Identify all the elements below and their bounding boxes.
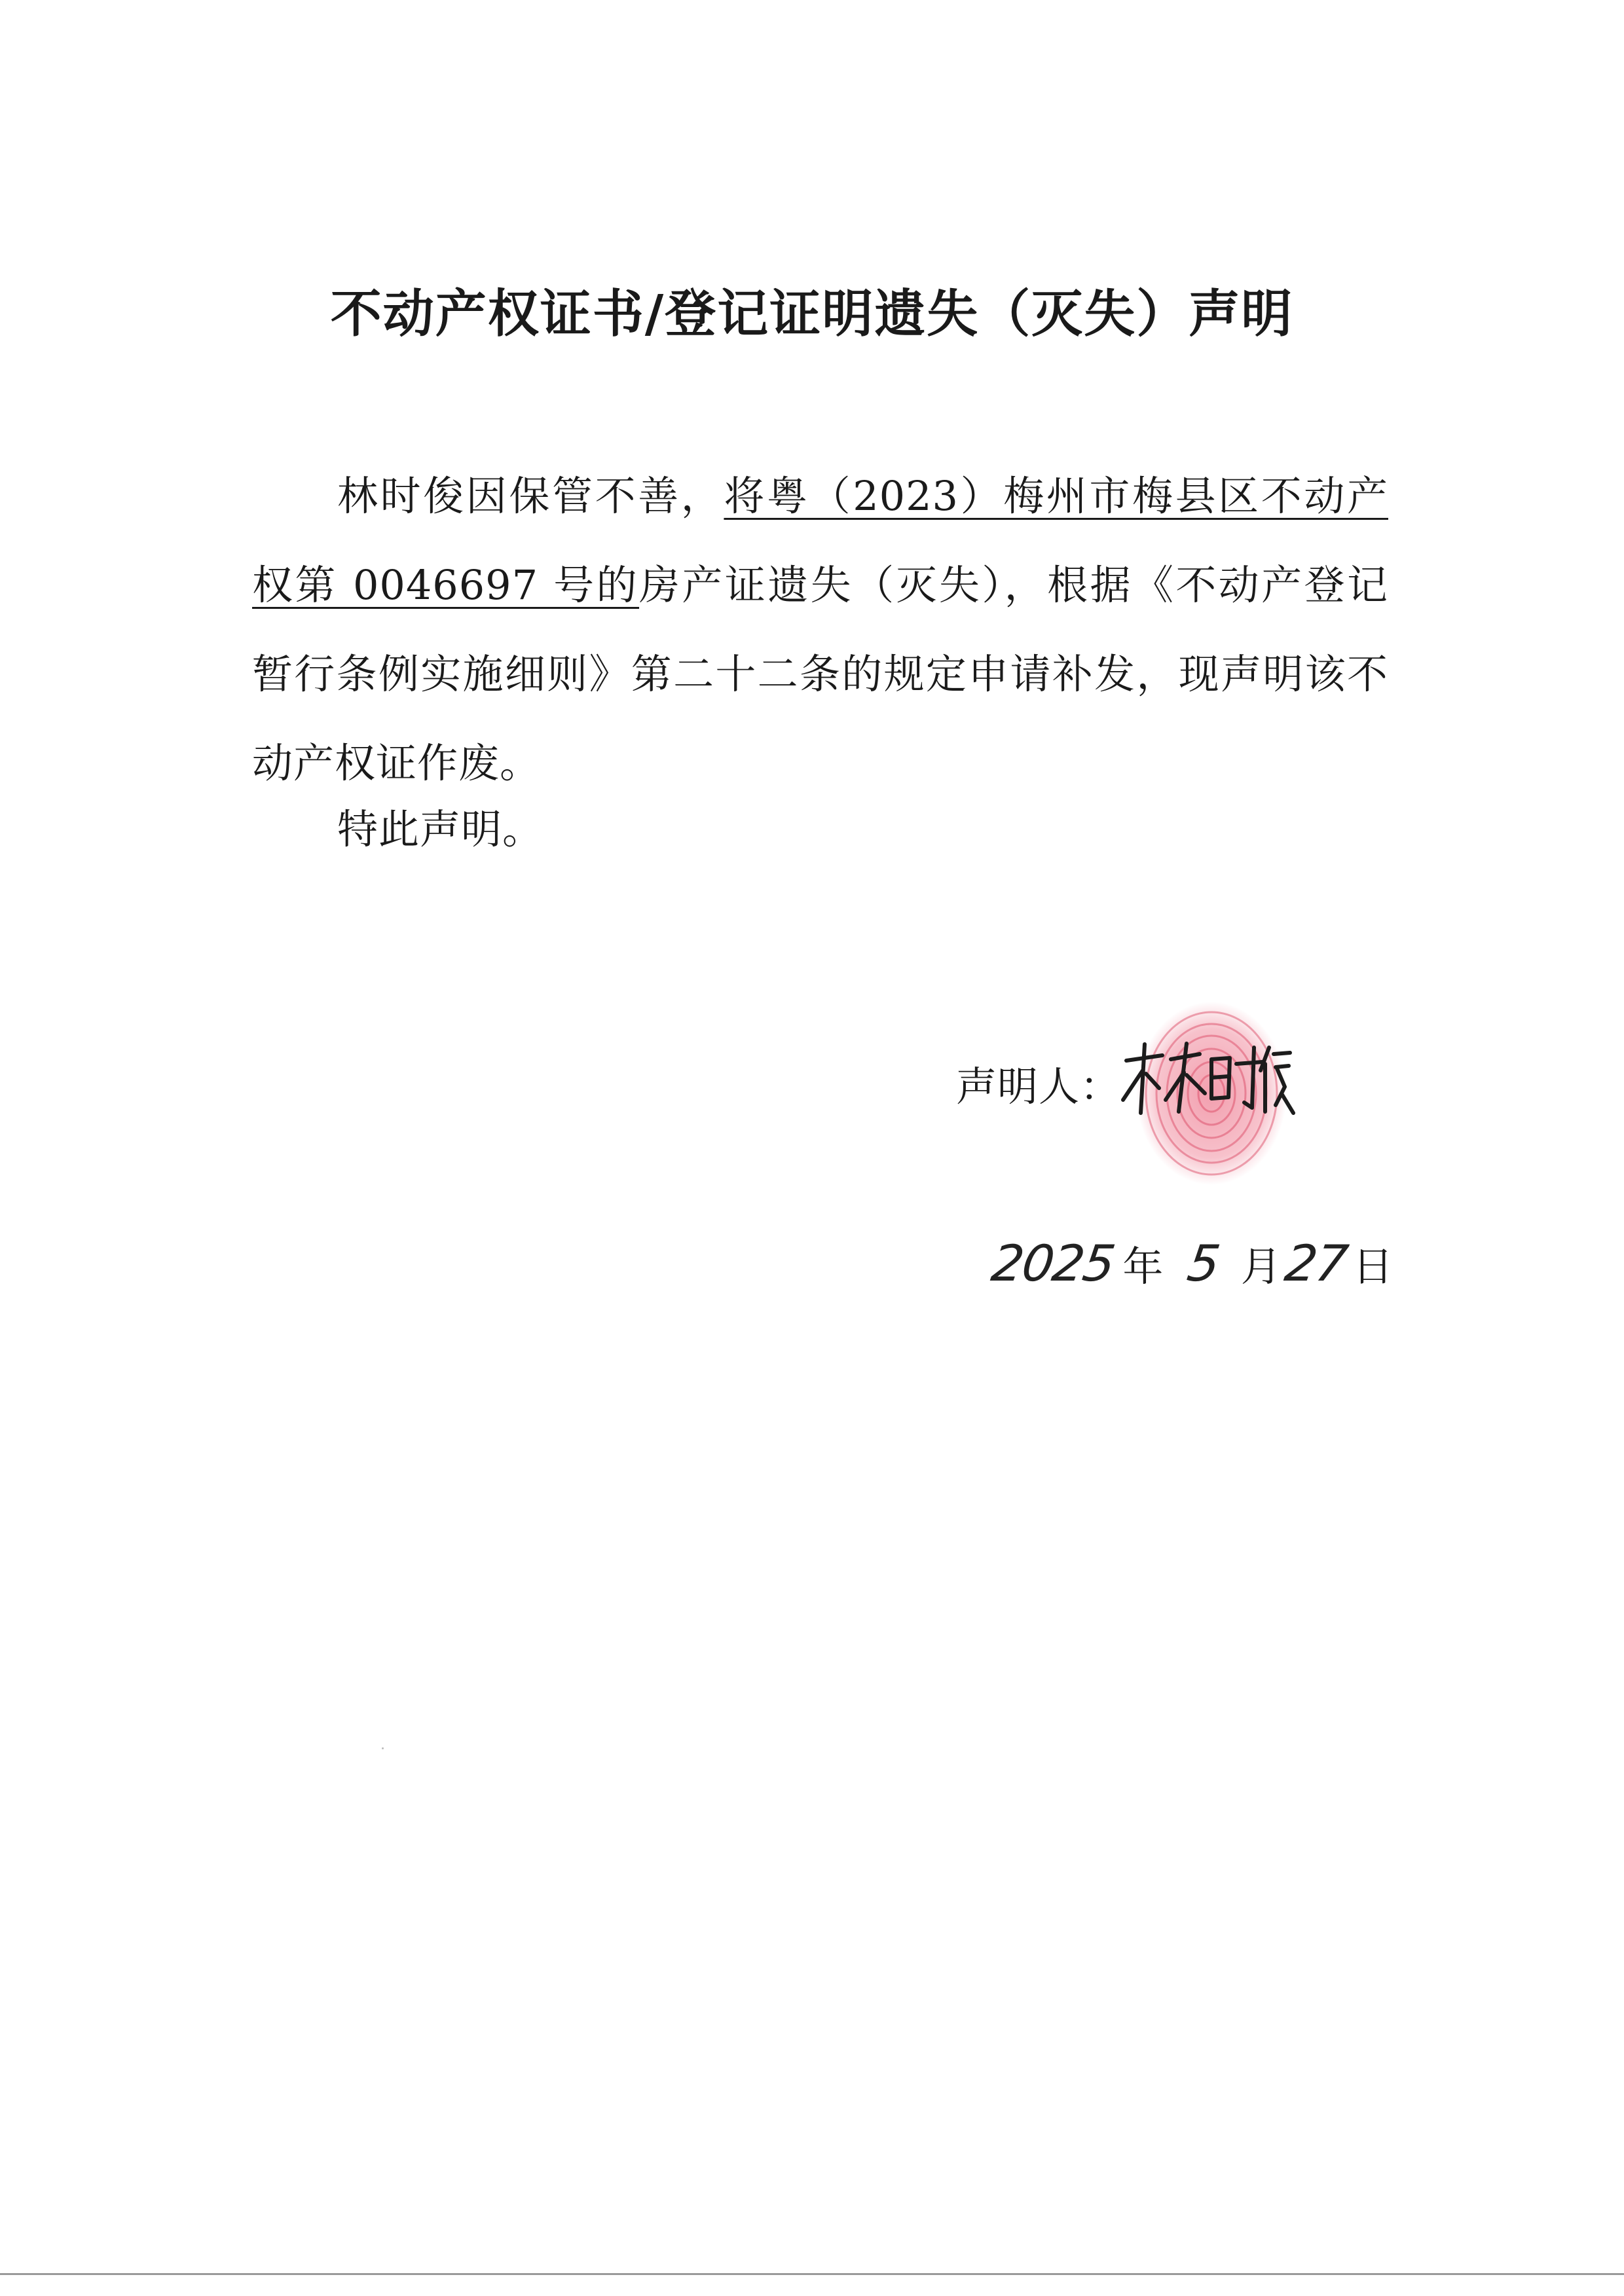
document-title: 不动产权证书/登记证明遗失（灭失）声明 (330, 284, 1294, 344)
declaration-body (252, 452, 1388, 808)
date-day-unit: 日 (1352, 1243, 1393, 1290)
handwritten-signature (1113, 1034, 1297, 1126)
declaration-paragraph (252, 452, 1388, 808)
date-month-unit: 月 (1240, 1243, 1282, 1290)
date-year-unit: 年 (1122, 1243, 1164, 1290)
certificate-number-underlined: 将粤（2023）梅州市梅县区不动产权第 0046697 号的 (252, 472, 1388, 609)
scan-speck (382, 1747, 384, 1749)
date-day: 27 (1281, 1234, 1350, 1292)
declaration-rest: 房产证遗失（灭失），根据《不动产登记暂行条例实施细则》第二十二条的规定申请补发，现声明该不动产权证作废。 (252, 561, 1388, 787)
date-month: 5 (1184, 1234, 1223, 1292)
closing-statement: 特此声明。 (337, 805, 544, 853)
date-line (987, 1228, 1400, 1300)
declaration-lead: 林时俊因保管不善， (337, 472, 724, 520)
declarant-label: 声明人： (956, 1063, 1122, 1110)
date-year: 2025 (987, 1234, 1118, 1292)
scan-bottom-edge (0, 2273, 1624, 2275)
